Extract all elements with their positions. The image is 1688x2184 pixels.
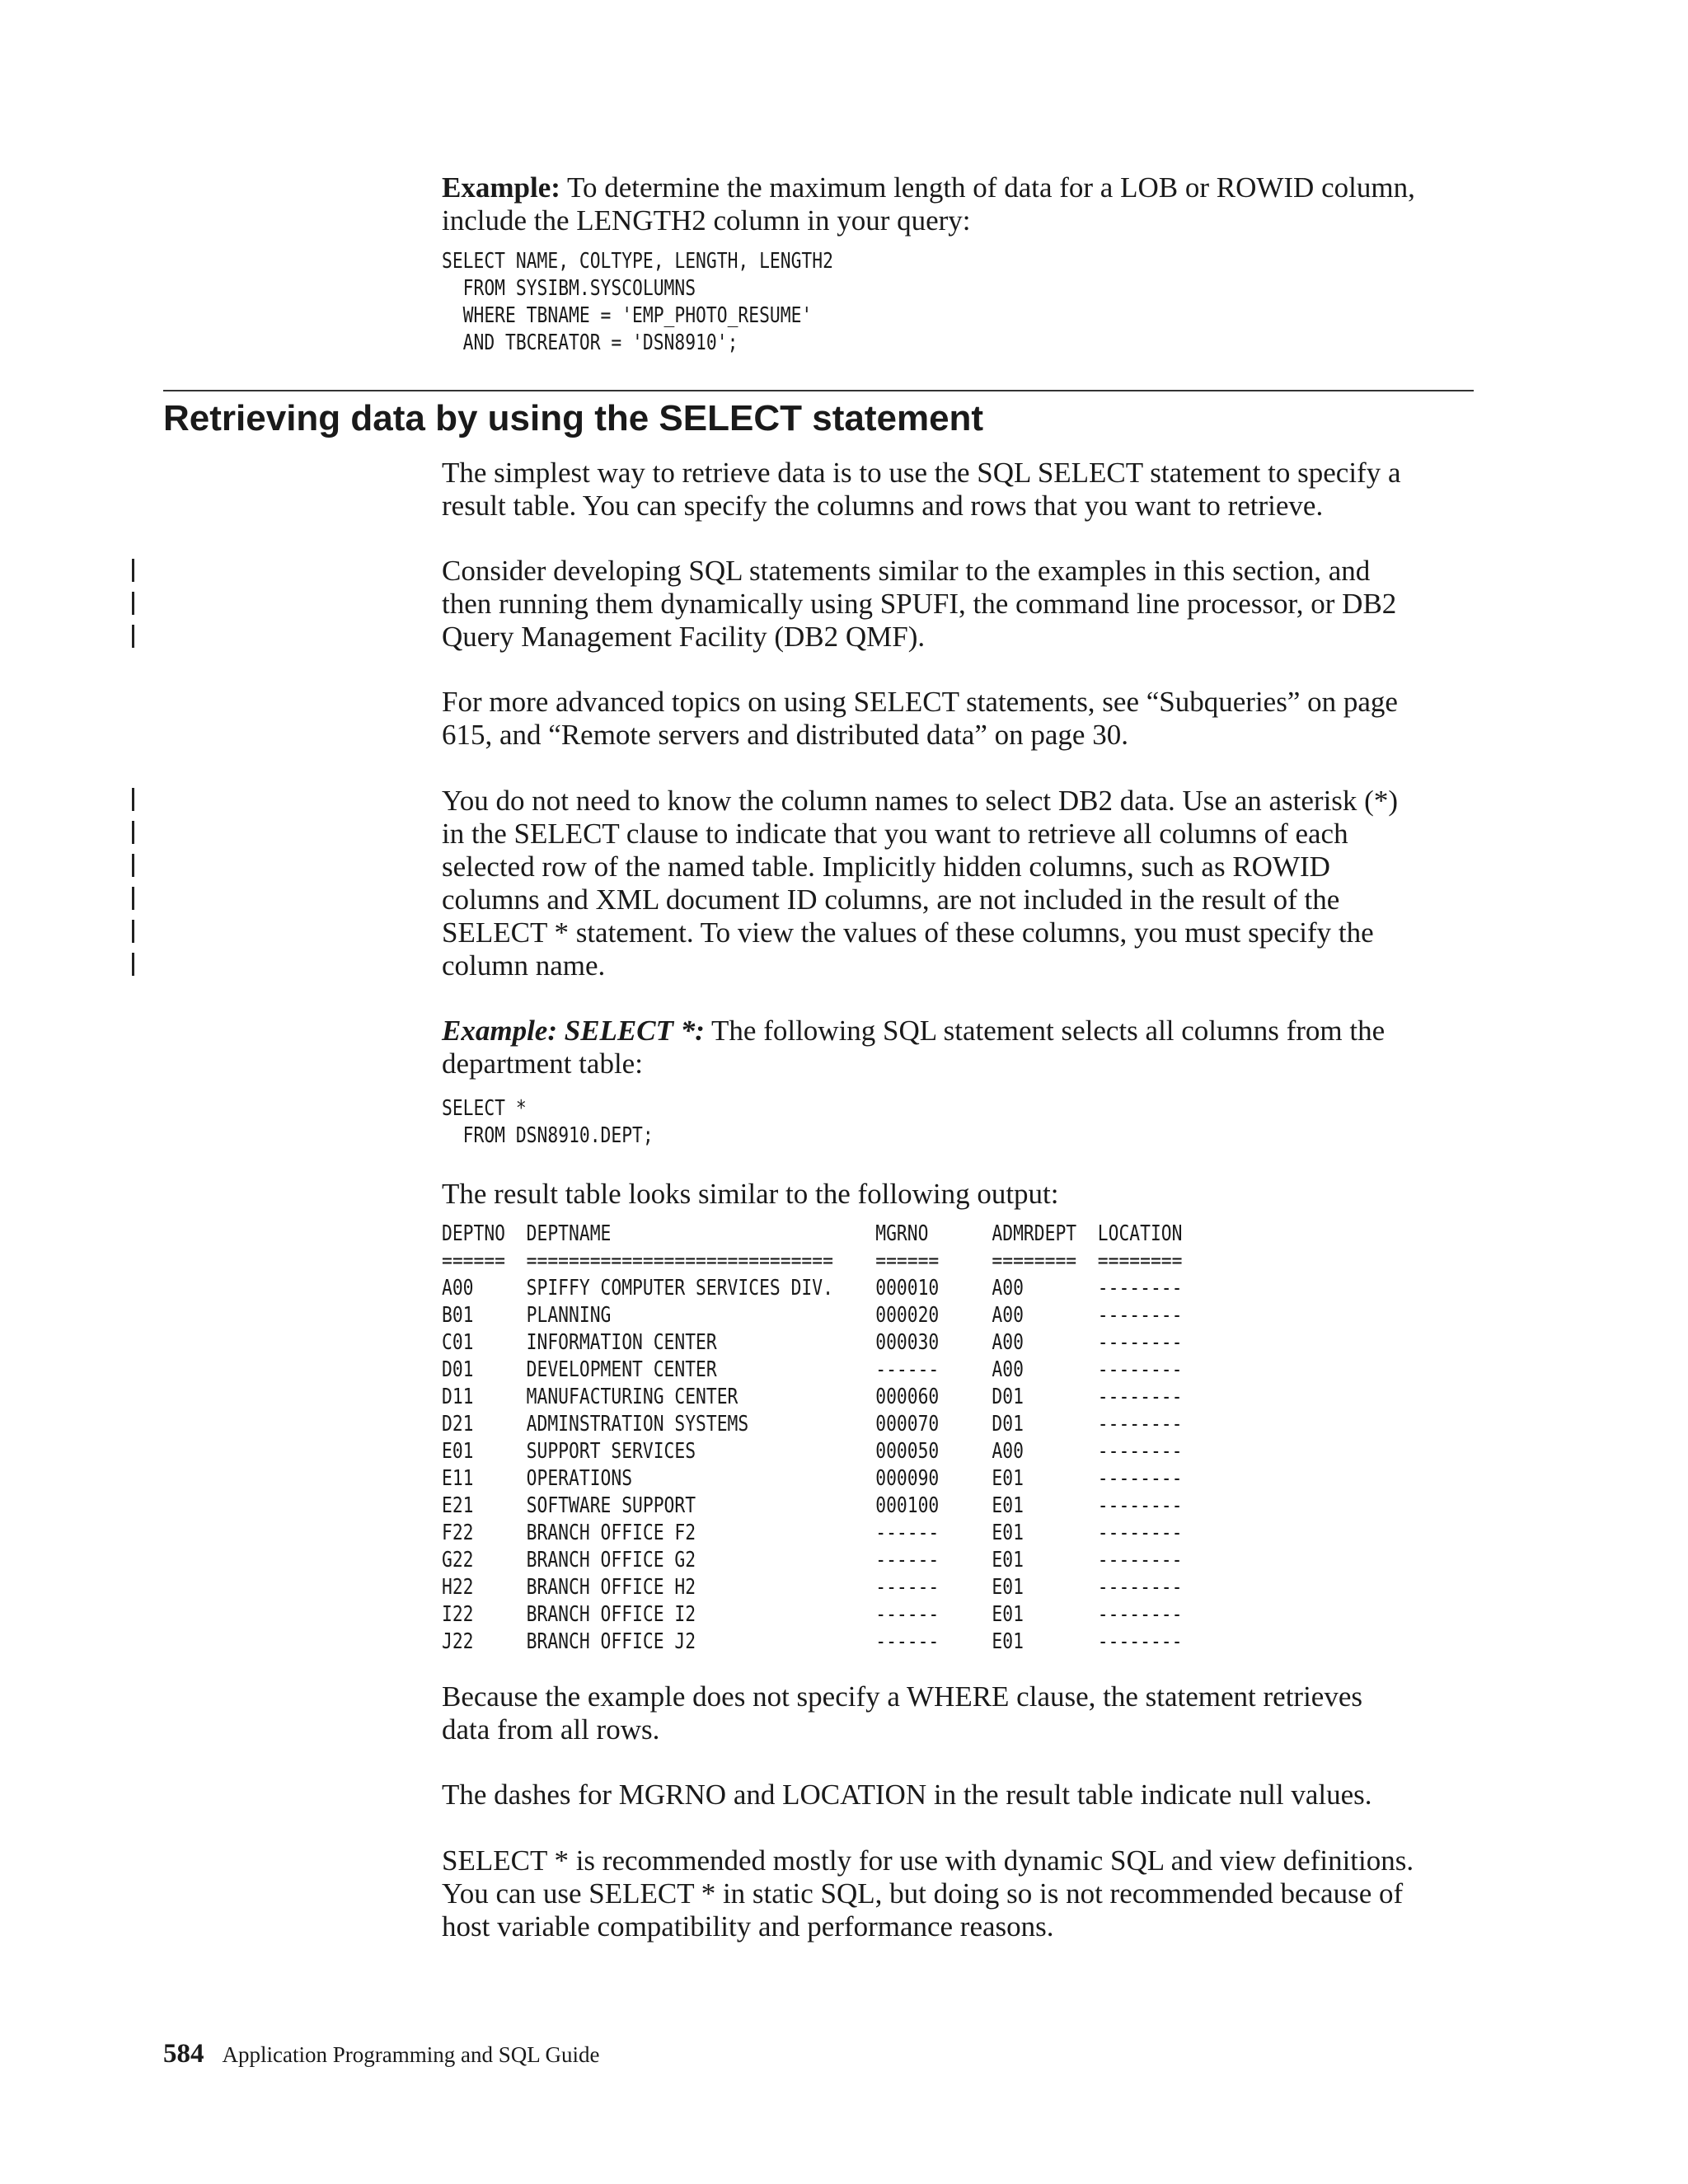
result-intro: The result table looks similar to the following output: [442, 1178, 1059, 1210]
cell-admrdept: A00 [992, 1357, 1024, 1382]
cell-deptname: ADMINSTRATION SYSTEMS [526, 1412, 749, 1436]
cell-deptno: D21 [442, 1412, 474, 1436]
cell-deptname: BRANCH OFFICE F2 [526, 1521, 696, 1545]
paragraph-column-names: You do not need to know the column names to select DB2 data. Use an asterisk (*) in the SELECT clause to indicate that you want to retrieve all columns of each selected row of the named table. Implicitly hidden columns, such as ROWID columns and XML document ID columns, are not included in the result of the SELECT * statement. To view the values of these columns, you must specify the column name. [442, 785, 1398, 982]
cell-mgrno: 000020 [875, 1303, 940, 1328]
cell-location: -------- [1097, 1629, 1183, 1654]
table-row [442, 1302, 1182, 1329]
cell-location: -------- [1097, 1521, 1183, 1545]
paragraph-recommendation: SELECT * is recommended mostly for use with dynamic SQL and view definitions. You can use SELECT * in static SQL, but doing so is not recommended because of host variable compatibility and performance reasons. [442, 1844, 1414, 1943]
table-row [442, 1465, 1182, 1493]
cell-deptname: SPIFFY COMPUTER SERVICES DIV. [526, 1276, 833, 1301]
table-row [442, 1629, 1182, 1656]
table-row [442, 1601, 1182, 1629]
cell-location: -------- [1097, 1493, 1183, 1518]
cell-mgrno: ------ [875, 1602, 940, 1627]
cell-deptname: ============================= [526, 1249, 833, 1273]
cell-deptno: H22 [442, 1575, 474, 1600]
change-bar [132, 559, 134, 582]
cell-deptno: A00 [442, 1276, 474, 1301]
cell-deptname: MANUFACTURING CENTER [526, 1385, 738, 1409]
section-title: Retrieving data by using the SELECT statement [163, 398, 984, 438]
cell-mgrno: 000070 [875, 1412, 940, 1436]
select-star-code: SELECT * FROM DSN8910.DEPT; [442, 1096, 654, 1148]
cell-mgrno: ====== [875, 1249, 940, 1273]
cell-deptname: INFORMATION CENTER [526, 1330, 717, 1355]
cell-admrdept: A00 [992, 1303, 1024, 1328]
paragraph-advanced-topics: For more advanced topics on using SELECT statements, see “Subqueries” on page 615, and “Remote servers and distributed data” on page 30. [442, 686, 1398, 751]
cell-deptno: E01 [442, 1439, 474, 1464]
example2-label: Example: SELECT *: [442, 1015, 705, 1047]
cell-deptno: ====== [442, 1249, 506, 1273]
paragraph-consider: Consider developing SQL statements similar to the examples in this section, and then running them dynamically using SPUFI, the command line processor, or DB2 Query Management Facility (DB2 QMF). [442, 555, 1397, 653]
cell-location: LOCATION [1097, 1221, 1183, 1246]
cell-admrdept: E01 [992, 1548, 1024, 1572]
cell-admrdept: E01 [992, 1575, 1024, 1600]
cell-deptno: G22 [442, 1548, 474, 1572]
table-row [442, 1438, 1182, 1465]
page-number: 584 [163, 2039, 204, 2069]
cell-deptno: J22 [442, 1629, 474, 1654]
result-table [442, 1221, 1345, 1656]
change-bar [132, 920, 134, 943]
cell-admrdept: D01 [992, 1385, 1024, 1409]
example-label: Example: [442, 171, 560, 204]
change-bar [132, 821, 134, 844]
change-bar [132, 788, 134, 811]
cell-deptno: C01 [442, 1330, 474, 1355]
cell-deptname: BRANCH OFFICE H2 [526, 1575, 696, 1600]
cell-admrdept: D01 [992, 1412, 1024, 1436]
cell-deptno: D11 [442, 1385, 474, 1409]
table-row [442, 1275, 1182, 1302]
cell-deptname: BRANCH OFFICE I2 [526, 1602, 696, 1627]
change-bar [132, 887, 134, 910]
change-bar [132, 625, 134, 648]
paragraph-dashes: The dashes for MGRNO and LOCATION in the result table indicate null values. [442, 1779, 1372, 1811]
example2-text: The following SQL statement selects all columns from the department table: [442, 1015, 1386, 1080]
cell-location: -------- [1097, 1548, 1183, 1572]
cell-deptno: E11 [442, 1466, 474, 1491]
cell-location: -------- [1097, 1303, 1183, 1328]
cell-mgrno: 000060 [875, 1385, 940, 1409]
cell-admrdept: A00 [992, 1330, 1024, 1355]
cell-deptno: D01 [442, 1357, 474, 1382]
section-divider [163, 390, 1474, 391]
table-row [442, 1574, 1182, 1601]
cell-mgrno: ------ [875, 1521, 940, 1545]
cell-location: -------- [1097, 1330, 1183, 1355]
cell-admrdept: ADMRDEPT [992, 1221, 1077, 1246]
cell-admrdept: E01 [992, 1602, 1024, 1627]
intro-paragraph [442, 171, 1472, 237]
cell-mgrno: 000030 [875, 1330, 940, 1355]
cell-deptname: DEPTNAME [526, 1221, 612, 1246]
cell-admrdept: A00 [992, 1439, 1024, 1464]
table-row [442, 1493, 1182, 1520]
cell-location: ======== [1097, 1249, 1183, 1273]
cell-deptname: SOFTWARE SUPPORT [526, 1493, 696, 1518]
table-row [442, 1411, 1182, 1438]
intro-code: SELECT NAME, COLTYPE, LENGTH, LENGTH2 FROM SYSIBM.SYSCOLUMNS WHERE TBNAME = 'EMP_PHOTO_RESUME' AND TBCREATOR = 'DSN8910'; [442, 249, 833, 355]
cell-deptname: SUPPORT SERVICES [526, 1439, 696, 1464]
cell-location: -------- [1097, 1385, 1183, 1409]
cell-mgrno: MGRNO [875, 1221, 929, 1246]
cell-location: -------- [1097, 1602, 1183, 1627]
table-row [442, 1357, 1182, 1384]
book-title: Application Programming and SQL Guide [222, 2042, 600, 2067]
table-row [442, 1329, 1182, 1357]
cell-deptno: B01 [442, 1303, 474, 1328]
cell-deptname: BRANCH OFFICE G2 [526, 1548, 696, 1572]
cell-mgrno: 000050 [875, 1439, 940, 1464]
cell-deptname: PLANNING [526, 1303, 612, 1328]
change-bar [132, 854, 134, 877]
cell-admrdept: E01 [992, 1629, 1024, 1654]
paragraph-simplest-way: The simplest way to retrieve data is to use the SQL SELECT statement to specify a result table. You can specify the columns and rows that you want to retrieve. [442, 457, 1401, 522]
cell-location: -------- [1097, 1357, 1183, 1382]
cell-location: -------- [1097, 1276, 1183, 1301]
cell-deptname: DEVELOPMENT CENTER [526, 1357, 717, 1382]
cell-deptname: BRANCH OFFICE J2 [526, 1629, 696, 1654]
cell-deptno: I22 [442, 1602, 474, 1627]
cell-location: -------- [1097, 1412, 1183, 1436]
change-bar [132, 953, 134, 976]
change-bar [132, 592, 134, 615]
cell-mgrno: ------ [875, 1548, 940, 1572]
cell-admrdept: A00 [992, 1276, 1024, 1301]
paragraph-example-select-star [442, 1015, 1472, 1080]
cell-location: -------- [1097, 1439, 1183, 1464]
cell-deptno: E21 [442, 1493, 474, 1518]
cell-deptno: F22 [442, 1521, 474, 1545]
cell-admrdept: ======== [992, 1249, 1077, 1273]
cell-mgrno: 000090 [875, 1466, 940, 1491]
cell-location: -------- [1097, 1466, 1183, 1491]
cell-admrdept: E01 [992, 1493, 1024, 1518]
cell-location: -------- [1097, 1575, 1183, 1600]
cell-mgrno: 000100 [875, 1493, 940, 1518]
cell-admrdept: E01 [992, 1466, 1024, 1491]
table-row [442, 1384, 1182, 1411]
cell-admrdept: E01 [992, 1521, 1024, 1545]
intro-code-block [442, 248, 1472, 357]
table-row [442, 1547, 1182, 1574]
cell-deptno: DEPTNO [442, 1221, 506, 1246]
cell-mgrno: ------ [875, 1575, 940, 1600]
intro-example [442, 171, 1472, 237]
paragraph-no-where: Because the example does not specify a WHERE clause, the statement retrieves data from all rows. [442, 1680, 1362, 1746]
cell-mgrno: 000010 [875, 1276, 940, 1301]
cell-deptname: OPERATIONS [526, 1466, 633, 1491]
table-row [442, 1520, 1182, 1547]
cell-mgrno: ------ [875, 1629, 940, 1654]
cell-mgrno: ------ [875, 1357, 940, 1382]
table-header-row [442, 1221, 1182, 1248]
example-text: To determine the maximum length of data for a LOB or ROWID column, include the LENGTH2 column in your query: [442, 171, 1415, 237]
table-header-underline [442, 1248, 1182, 1275]
page-footer [163, 2039, 599, 2069]
